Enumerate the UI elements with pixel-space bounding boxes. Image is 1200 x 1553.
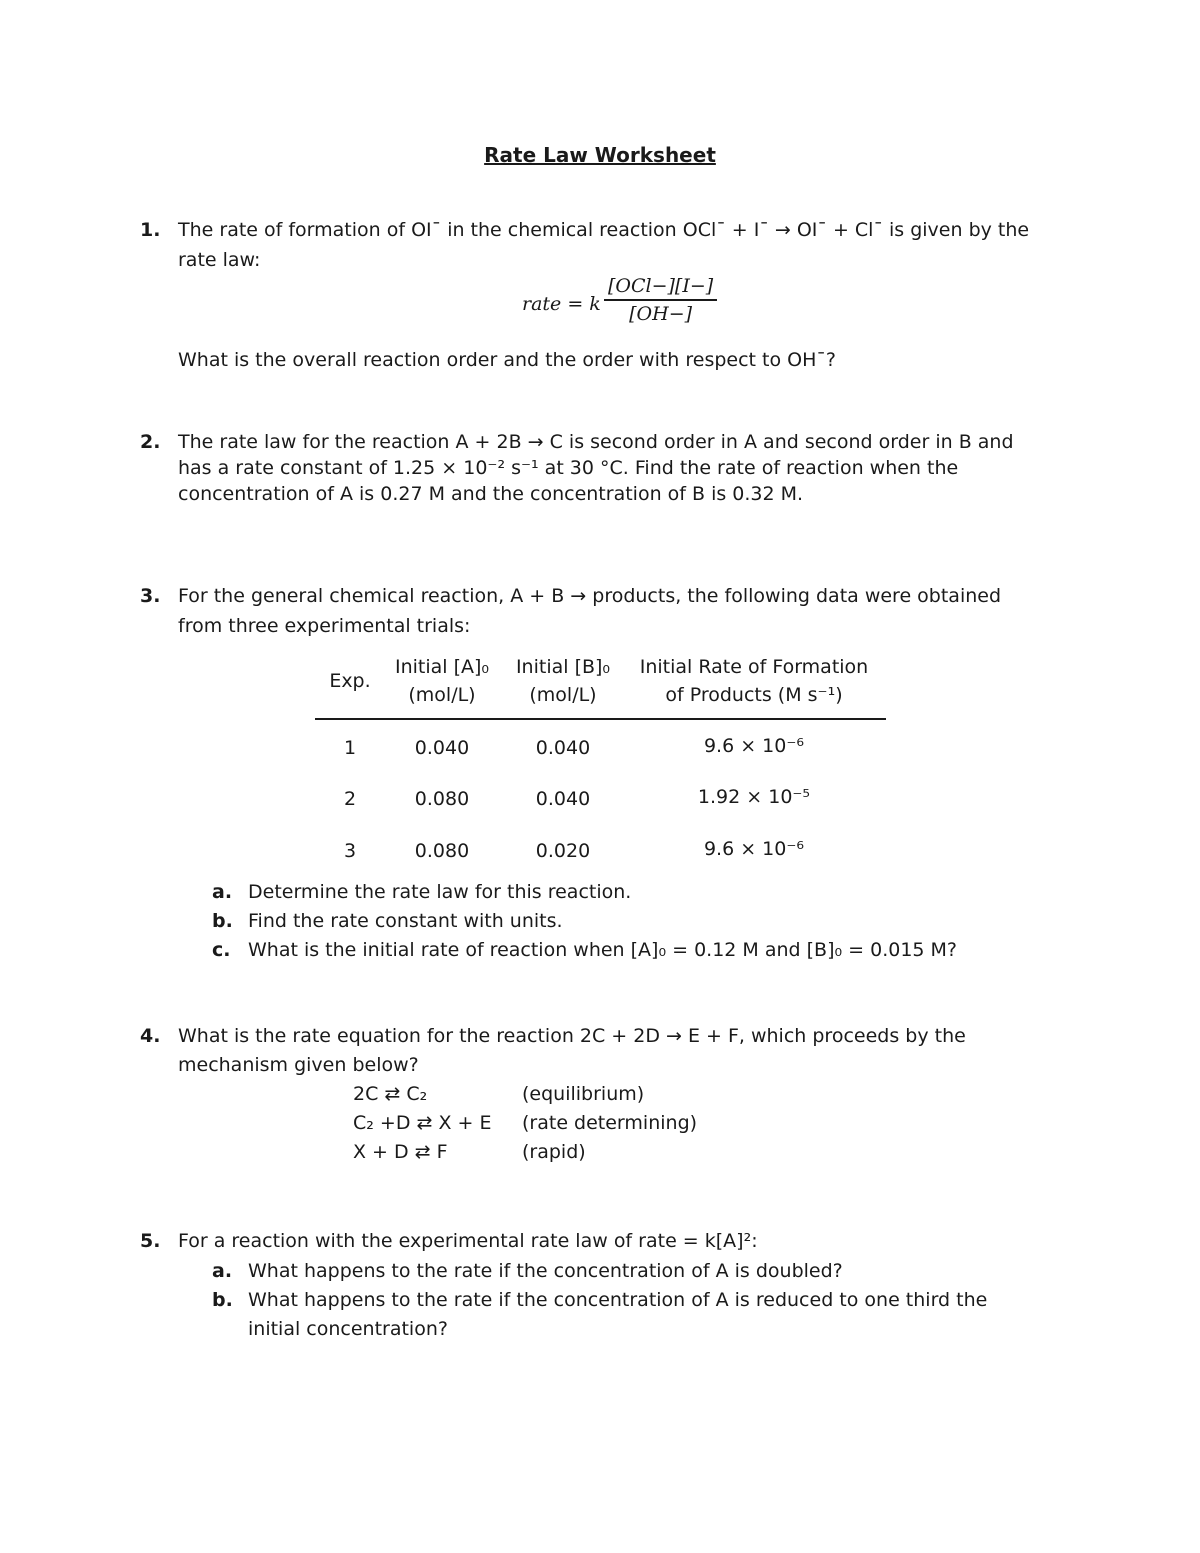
question-2-number: 2. [140, 431, 161, 453]
header-a-line-1: Initial [A]₀ [394, 656, 490, 678]
question-5b-text: What happens to the rate if the concentration of A is reduced to one third the [248, 1289, 988, 1311]
mechanism-step-1: 2C ⇄ C₂ [353, 1083, 428, 1105]
question-5b-label: b. [212, 1289, 233, 1311]
question-3c-label: c. [212, 939, 231, 961]
table-row-1-a: 0.040 [414, 737, 470, 759]
header-a-line-2: (mol/L) [408, 684, 476, 706]
table-row-3-rate: 9.6 × 10⁻⁶ [703, 838, 805, 860]
table-row-3-b: 0.020 [535, 840, 591, 862]
rate-equation-numerator: [OCl−][I−] [604, 275, 717, 301]
table-row-1-b: 0.040 [535, 737, 591, 759]
question-2-line-2: has a rate constant of 1.25 × 10⁻² s⁻¹ at 30 °C. Find the rate of reaction when the [178, 457, 959, 479]
mechanism-step-2: C₂ +D ⇄ X + E [353, 1112, 492, 1134]
question-3-number: 3. [140, 585, 161, 607]
question-5a-label: a. [212, 1260, 233, 1282]
question-1-line-1: The rate of formation of OI¯ in the chemical reaction OCl¯ + I¯ → OI¯ + Cl¯ is given by the [178, 219, 1030, 241]
header-b-line-1: Initial [B]₀ [515, 656, 611, 678]
question-1-line-2: rate law: [178, 249, 261, 271]
question-5-number: 5. [140, 1230, 161, 1252]
question-3a-text: Determine the rate law for this reaction. [248, 881, 632, 903]
mechanism-step-2-note: (rate determining) [522, 1112, 698, 1134]
question-2-line-1: The rate law for the reaction A + 2B → C is second order in A and second order in B and [178, 431, 1014, 453]
mechanism-step-3: X + D ⇄ F [353, 1141, 448, 1163]
header-rate-line-2: of Products (M s⁻¹) [665, 684, 843, 706]
header-b-line-2: (mol/L) [529, 684, 597, 706]
question-1-prompt: What is the overall reaction order and the order with respect to OH¯? [178, 349, 836, 371]
question-2-line-3: concentration of A is 0.27 M and the concentration of B is 0.32 M. [178, 483, 804, 505]
question-1-number: 1. [140, 219, 161, 241]
table-row-2-rate: 1.92 × 10⁻⁵ [697, 786, 811, 808]
table-header-divider [315, 718, 886, 720]
rate-equation-lhs: rate = k [522, 293, 601, 315]
question-3a-label: a. [212, 881, 233, 903]
mechanism-step-3-note: (rapid) [522, 1141, 586, 1163]
header-exp: Exp. [329, 670, 371, 692]
table-row-1-exp: 1 [343, 737, 357, 759]
table-row-2-b: 0.040 [535, 788, 591, 810]
header-rate-line-1: Initial Rate of Formation [639, 656, 869, 678]
question-5a-text: What happens to the rate if the concentration of A is doubled? [248, 1260, 843, 1282]
table-row-3-exp: 3 [343, 840, 357, 862]
rate-equation-denominator: [OH−] [629, 303, 693, 325]
rate-equation-fraction [604, 275, 717, 325]
table-row-1-rate: 9.6 × 10⁻⁶ [703, 735, 805, 757]
question-3b-label: b. [212, 910, 233, 932]
question-4-line-1: What is the rate equation for the reaction 2C + 2D → E + F, which proceeds by the [178, 1025, 966, 1047]
mechanism-step-1-note: (equilibrium) [522, 1083, 645, 1105]
question-5b-text-continued: initial concentration? [248, 1318, 448, 1340]
table-row-2-exp: 2 [343, 788, 357, 810]
question-3-line-2: from three experimental trials: [178, 615, 471, 637]
table-row-3-a: 0.080 [414, 840, 470, 862]
table-row-2-a: 0.080 [414, 788, 470, 810]
page-title: Rate Law Worksheet [484, 143, 716, 167]
question-4-number: 4. [140, 1025, 161, 1047]
question-3c-text: What is the initial rate of reaction when [A]₀ = 0.12 M and [B]₀ = 0.015 M? [248, 939, 958, 961]
question-5-line-1: For a reaction with the experimental rate law of rate = k[A]²: [178, 1230, 758, 1252]
question-4-line-2: mechanism given below? [178, 1054, 419, 1076]
question-3b-text: Find the rate constant with units. [248, 910, 563, 932]
question-3-line-1: For the general chemical reaction, A + B → products, the following data were obtained [178, 585, 1002, 607]
